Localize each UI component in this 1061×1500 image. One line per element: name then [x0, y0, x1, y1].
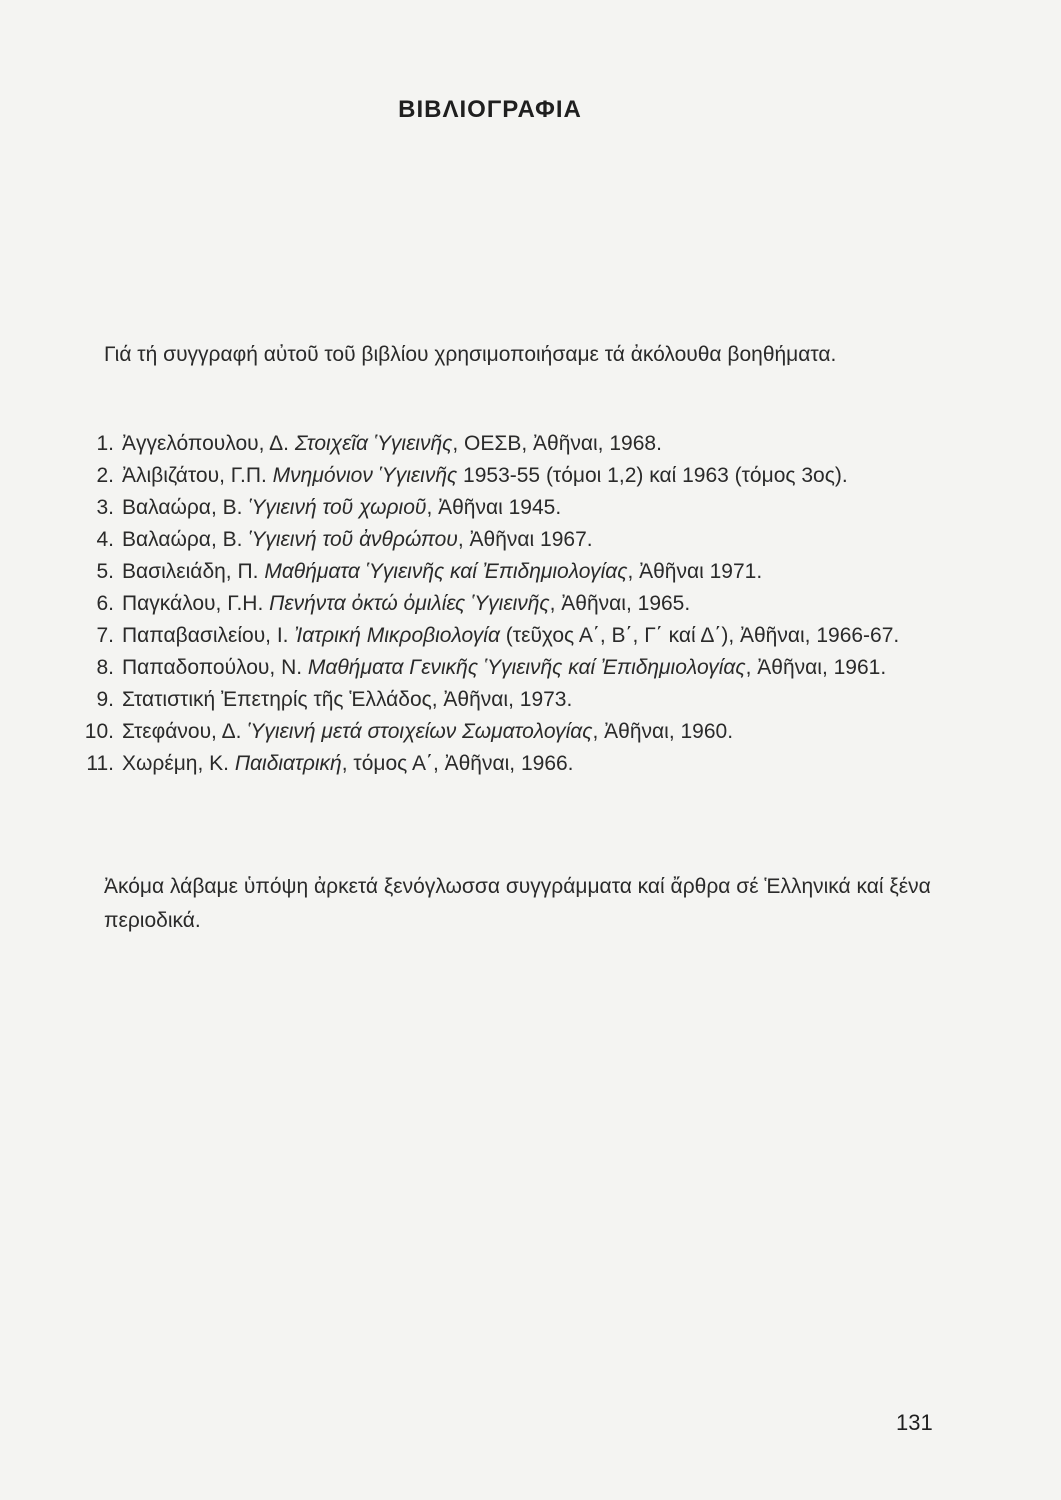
entry-text: [122, 428, 940, 460]
entry-details: (τεῦχος Α΄, Β΄, Γ΄ καί Δ΄), Ἀθῆναι, 1966-67.: [499, 624, 900, 647]
entry-number: 1.: [96, 432, 114, 455]
entry-number: 11.: [86, 752, 114, 775]
bibliography-entry: [70, 492, 940, 524]
entry-author: Παπαδοπούλου, Ν.: [122, 656, 308, 679]
bibliography-entry: [70, 556, 940, 588]
entry-number: 8.: [96, 656, 114, 679]
entry-number: 4.: [96, 528, 114, 551]
entry-number: 10.: [84, 720, 114, 743]
page-title: ΒΙΒΛΙΟΓΡΑΦΙΑ: [398, 96, 582, 123]
entry-author: Βασιλειάδη, Π.: [122, 560, 265, 583]
bibliography-entry: [70, 524, 940, 556]
entry-work: Ὑγιεινή τοῦ χωριοῦ: [248, 496, 427, 519]
entry-author: Στατιστική Ἐπετηρίς τῆς Ἑλλάδος, Ἀθῆναι, 1973.: [122, 688, 573, 711]
entry-work: Ἰατρική Μικροβιολογία: [294, 624, 500, 647]
entry-number: 6.: [96, 592, 114, 615]
entry-number: 9.: [96, 688, 114, 711]
page-number: 131: [896, 1410, 933, 1435]
entry-text: [122, 588, 940, 620]
bibliography-entry: [70, 748, 940, 780]
entry-text: [122, 524, 940, 556]
entry-work: Πενήντα ὀκτώ ὁμιλίες Ὑγιεινῆς: [269, 592, 550, 615]
entry-details: , τόμος Α΄, Ἀθῆναι, 1966.: [341, 752, 574, 775]
bibliography-list: [70, 428, 940, 780]
entry-number: 7.: [96, 624, 114, 647]
entry-text: [122, 748, 940, 780]
entry-details: , ΟΕΣΒ, Ἀθῆναι, 1968.: [452, 432, 662, 455]
entry-text: [122, 652, 940, 684]
entry-number: 2.: [96, 464, 114, 487]
entry-text: [122, 492, 940, 524]
entry-work: Ὑγιεινή τοῦ ἀνθρώπου: [248, 528, 458, 551]
bibliography-entry: [70, 716, 940, 748]
entry-details: , Ἀθῆναι 1945.: [426, 496, 562, 519]
entry-author: Στεφάνου, Δ.: [122, 720, 248, 743]
entry-details: , Ἀθῆναι, 1960.: [592, 720, 734, 743]
bibliography-entry: [70, 652, 940, 684]
bibliography-entry: [70, 460, 940, 492]
entry-work: Μαθήματα Ὑγιεινῆς καί Ἐπιδημιολογίας: [264, 560, 628, 583]
entry-author: Ἀλιβιζάτου, Γ.Π.: [122, 464, 273, 487]
entry-text: [122, 460, 940, 492]
entry-details: , Ἀθῆναι, 1965.: [549, 592, 691, 615]
entry-number: 5.: [96, 560, 114, 583]
entry-text: [122, 556, 940, 588]
bibliography-entry: [70, 684, 940, 716]
entry-text: [122, 716, 940, 748]
entry-number: 3.: [96, 496, 114, 519]
bibliography-entry: [70, 620, 940, 652]
bibliography-entry: [70, 428, 940, 460]
entry-text: [122, 620, 940, 652]
entry-author: Χωρέμη, Κ.: [122, 752, 235, 775]
entry-work: Παιδιατρική: [234, 752, 342, 775]
entry-work: Ὑγιεινή μετά στοιχείων Σωματολογίας: [247, 720, 593, 743]
entry-work: Μαθήματα Γενικῆς Ὑγιεινῆς καί Ἐπιδημιολογίας: [307, 656, 746, 679]
closing-paragraph: Ἀκόμα λάβαμε ὑπόψη ἀρκετά ξενόγλωσσα συγγράμματα καί ἄρθρα σέ Ἑλληνικά καί ξένα περιοδικά.: [104, 875, 931, 932]
entry-author: Βαλαώρα, Β.: [122, 528, 249, 551]
entry-author: Βαλαώρα, Β.: [122, 496, 249, 519]
entry-author: Παπαβασιλείου, Ι.: [122, 624, 295, 647]
entry-details: , Ἀθῆναι 1971.: [627, 560, 763, 583]
entry-details: 1953-55 (τόμοι 1,2) καί 1963 (τόμος 3ος).: [457, 464, 848, 487]
entry-author: Παγκάλου, Γ.Η.: [122, 592, 270, 615]
bibliography-entry: [70, 588, 940, 620]
entry-details: , Ἀθῆναι, 1961.: [745, 656, 887, 679]
entry-text: [122, 684, 940, 716]
entry-work: Στοιχεῖα Ὑγιεινῆς: [294, 432, 453, 455]
entry-details: , Ἀθῆναι 1967.: [457, 528, 593, 551]
entry-author: Ἀγγελόπουλου, Δ.: [122, 432, 295, 455]
intro-paragraph: Γιά τή συγγραφή αὐτοῦ τοῦ βιβλίου χρησιμοποιήσαμε τά ἀκόλουθα βοηθήματα.: [104, 343, 837, 366]
entry-work: Μνημόνιον Ὑγιεινῆς: [272, 464, 458, 487]
